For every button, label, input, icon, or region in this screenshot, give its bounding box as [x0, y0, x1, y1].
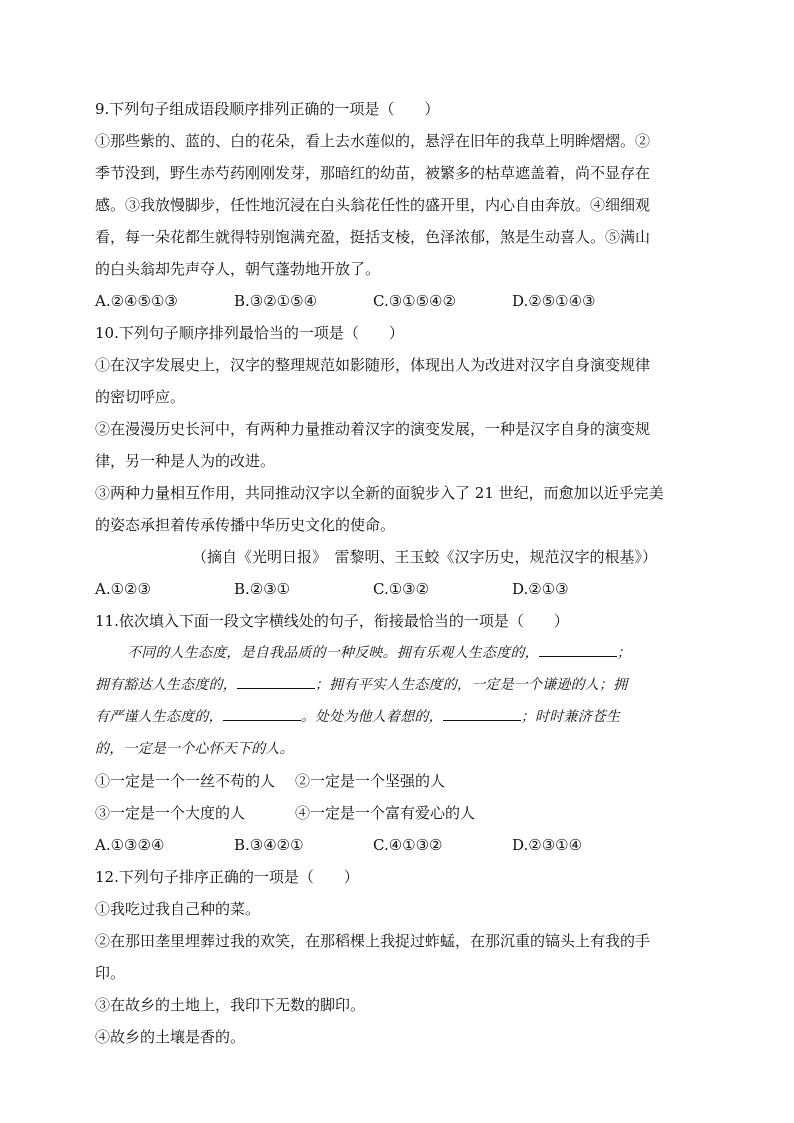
q11-passage-text: 拥有豁达人生态度的， [95, 677, 237, 693]
fill-blank[interactable] [539, 642, 617, 657]
fill-blank[interactable] [223, 706, 301, 721]
q10-line: 的姿态承担着传承传播中华历史文化的使命。 [95, 516, 396, 534]
q9-line: 的白头翁却先声夺人，朝气蓬勃地开放了。 [95, 260, 381, 278]
q12-line: ③在故乡的土地上，我印下无数的脚印。 [95, 996, 366, 1014]
q9-stem: 9.下列句子组成语段顺序排列正确的一项是（ ） [95, 100, 440, 118]
q10-line: 律，另一种是人为的改进。 [95, 452, 276, 470]
q11-option-c[interactable]: C.④①③② [373, 836, 443, 854]
q11-option-b[interactable]: B.③④②① [234, 836, 304, 854]
q12-stem: 12.下列句子排序正确的一项是（ ） [95, 868, 359, 886]
q11-passage-text: ；拥有平实人生态度的，一定是一个谦逊的人；拥 [315, 677, 628, 693]
q11-choice-4: ④一定是一个富有爱心的人 [295, 804, 476, 822]
q12-line: 印。 [95, 964, 126, 982]
q10-line: 的密切呼应。 [95, 388, 186, 406]
q10-options [95, 573, 705, 605]
q9-option-d[interactable]: D.②⑤①④③ [512, 292, 596, 310]
q9-line: 季节没到，野生赤芍药刚刚发芽，那暗红的幼苗，被繁多的枯草遮盖着，尚不显存在 [95, 164, 651, 182]
q11-choice-3: ③一定是一个大度的人 [95, 804, 246, 822]
q11-choice-row [95, 797, 705, 829]
document-page [95, 93, 705, 1053]
q10-option-d[interactable]: D.②①③ [512, 580, 569, 598]
q10-option-c[interactable]: C.①③② [373, 580, 430, 598]
q10-line: ③两种力量相互作用，共同推动汉字以全新的面貌步入了 21 世纪，而愈加以近乎完美 [95, 484, 664, 502]
q11-choice-row [95, 765, 705, 797]
q12-line: ②在那田垄里埋葬过我的欢笑，在那稻棵上我捉过蚱蜢，在那沉重的镐头上有我的手 [95, 932, 651, 950]
q11-passage-line [95, 669, 705, 701]
q11-choice-2: ②一定是一个坚强的人 [295, 772, 446, 790]
q10-option-b[interactable]: B.②③① [234, 580, 291, 598]
q11-passage-text: 不同的人生态度，是自我品质的一种反映。拥有乐观人生态度的， [127, 645, 539, 661]
fill-blank[interactable] [237, 674, 315, 689]
q9-line: 感。③我放慢脚步，任性地沉浸在白头翁花任性的盛开里，内心自由奔放。④细细观 [95, 196, 651, 214]
q9-line: ①那些紫的、蓝的、白的花朵，看上去水莲似的，悬浮在旧年的我草上明眸熠熠。② [95, 132, 651, 150]
q10-option-a[interactable]: A.①②③ [95, 580, 151, 598]
q11-option-d[interactable]: D.②③①④ [512, 836, 583, 854]
q11-passage-line [95, 637, 705, 669]
q12-line: ①我吃过我自己种的菜。 [95, 900, 261, 918]
q10-stem: 10.下列句子顺序排列最恰当的一项是（ ） [95, 324, 404, 342]
fill-blank[interactable] [443, 706, 521, 721]
q10-line: ①在汉字发展史上，汉字的整理规范如影随形，体现出人为改进对汉字自身演变规律 [95, 356, 651, 374]
q9-options [95, 285, 705, 317]
q9-option-a[interactable]: A.②④⑤①③ [95, 292, 178, 310]
q11-options [95, 829, 705, 861]
q11-passage-text: ； [616, 645, 632, 661]
q11-stem: 11.依次填入下面一段文字横线处的句子，衔接最恰当的一项是（ ） [95, 612, 569, 630]
q9-line: 看，每一朵花都生就得特别饱满充盈，挺括支棱，色泽浓郁，煞是生动喜人。⑤满山 [95, 228, 651, 246]
q12-line: ④故乡的土壤是香的。 [95, 1028, 246, 1046]
q11-passage-line: 的，一定是一个心怀天下的人。 [95, 741, 294, 757]
q9-option-b[interactable]: B.③②①⑤④ [234, 292, 318, 310]
q10-line: ②在漫漫历史长河中，有两种力量推动着汉字的演变发展，一种是汉字自身的演变规 [95, 420, 651, 438]
q10-source: （摘自《光明日报》 雷黎明、王玉蛟《汉字历史，规范汉字的根基》） [192, 548, 658, 566]
q11-passage-text: ；时时兼济苍生 [520, 709, 621, 725]
q11-option-a[interactable]: A.①③②④ [95, 836, 165, 854]
q11-passage-line [95, 701, 705, 733]
q11-passage-text: 有严谨人生态度的， [95, 709, 223, 725]
q9-option-c[interactable]: C.③①⑤④② [373, 292, 456, 310]
q11-passage-text: 。处处为他人着想的， [300, 709, 443, 725]
q11-choice-1: ①一定是一个一丝不苟的人 [95, 772, 276, 790]
